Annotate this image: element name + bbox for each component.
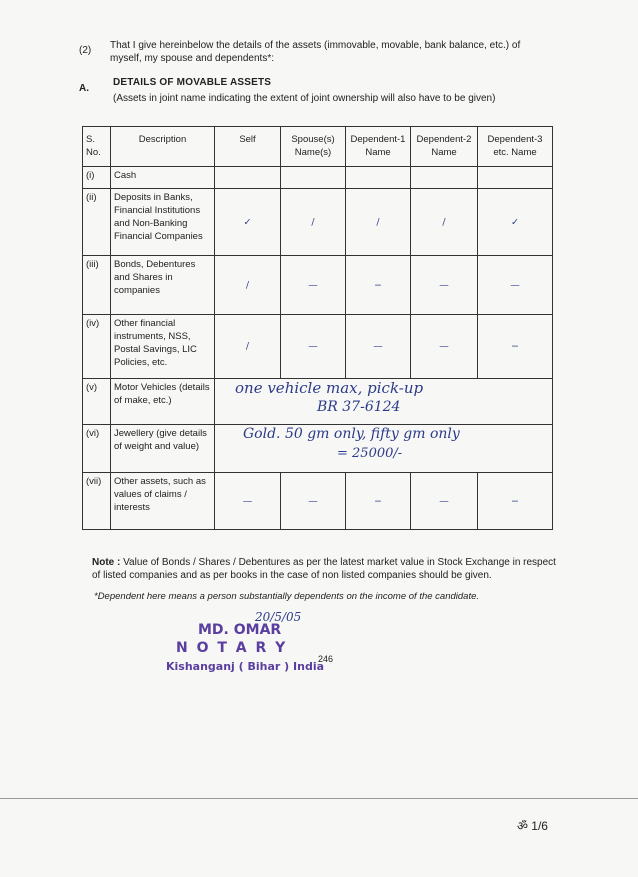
- cell-dependent-2: —: [411, 473, 478, 530]
- table-row: [83, 379, 553, 425]
- section-letter: A.: [79, 83, 89, 94]
- header-dependent-2: Dependent-2 Name: [411, 127, 478, 167]
- section-title: DETAILS OF MOVABLE ASSETS: [113, 77, 272, 88]
- cell-dependent-3: −: [478, 315, 553, 379]
- table-row: [83, 167, 553, 189]
- jewellery-value: = 25000/-: [337, 446, 403, 461]
- row-number: (iii): [83, 256, 111, 315]
- dependent-footnote: *Dependent here means a person substantially dependents on the income of the candidate.: [94, 591, 480, 602]
- cell-dependent-3: [478, 167, 553, 189]
- row-description: Jewellery (give details of weight and value): [111, 425, 215, 473]
- section-intro: That I give hereinbelow the details of the assets (immovable, movable, bank balance, etc.) of myself, my spouse and dependents*:: [110, 40, 521, 64]
- cell-dependent-1: —: [346, 315, 411, 379]
- cell-spouse: —: [281, 473, 346, 530]
- note: [92, 556, 562, 582]
- cell-self: —: [215, 473, 281, 530]
- cell-dependent-1: −: [346, 256, 411, 315]
- page-divider: [0, 798, 638, 799]
- row-number: (vii): [83, 473, 111, 530]
- cell-dependent-3: −: [478, 473, 553, 530]
- jewellery-handwriting: Gold. 50 gm only, fifty gm only: [243, 426, 460, 442]
- table-row: [83, 425, 553, 473]
- section-subtitle: (Assets in joint name indicating the extent of joint ownership will also have to be given): [113, 93, 496, 104]
- row-number: (iv): [83, 315, 111, 379]
- row-description: Bonds, Debentures and Shares in companies: [111, 256, 215, 315]
- notary-name: MD. OMAR: [198, 622, 282, 638]
- movable-assets-table: [82, 126, 553, 530]
- cell-spouse: /: [281, 189, 346, 256]
- table-header-row: [83, 127, 553, 167]
- vehicle-handwriting: one vehicle max, pick-up: [235, 379, 424, 397]
- cell-dependent-1: −: [346, 473, 411, 530]
- table-row: [83, 256, 553, 315]
- note-text: Value of Bonds / Shares / Debentures as per the latest market value in Stock Exchange in respect of listed companies and as per books in the case of non listed companies should be given.: [92, 557, 556, 581]
- cell-dependent-2: /: [411, 189, 478, 256]
- row-number: (ii): [83, 189, 111, 256]
- table-row: [83, 315, 553, 379]
- header-self: Self: [215, 127, 281, 167]
- note-label: Note :: [92, 557, 121, 568]
- header-description: Description: [111, 127, 215, 167]
- cell-self: /: [215, 256, 281, 315]
- notary-registration: 246: [318, 654, 334, 664]
- vehicle-handwritten-cell: [215, 379, 553, 425]
- cell-spouse: —: [281, 256, 346, 315]
- vehicle-registration: BR 37-6124: [317, 399, 401, 415]
- cell-self: /: [215, 315, 281, 379]
- cell-self: [215, 167, 281, 189]
- header-dependent-1: Dependent-1 Name: [346, 127, 411, 167]
- cell-dependent-2: —: [411, 256, 478, 315]
- cell-dependent-3: ✓: [478, 189, 553, 256]
- header-sno: S. No.: [83, 127, 111, 167]
- header-dependent-3: Dependent-3 etc. Name: [478, 127, 553, 167]
- jewellery-handwritten-cell: [215, 425, 553, 473]
- page-number: ॐ 1/6: [517, 819, 548, 833]
- row-number: (i): [83, 167, 111, 189]
- cell-dependent-1: /: [346, 189, 411, 256]
- notary-title: N O T A R Y: [176, 640, 288, 656]
- section-number: (2): [79, 45, 92, 56]
- row-description: Other financial instruments, NSS, Postal Savings, LIC Policies, etc.: [111, 315, 215, 379]
- cell-dependent-1: [346, 167, 411, 189]
- cell-dependent-2: —: [411, 315, 478, 379]
- row-description: Motor Vehicles (details of make, etc.): [111, 379, 215, 425]
- table-row: [83, 189, 553, 256]
- cell-dependent-3: —: [478, 256, 553, 315]
- table-row: [83, 473, 553, 530]
- row-description: Deposits in Banks, Financial Institutions and Non-Banking Financial Companies: [111, 189, 215, 256]
- row-number: (vi): [83, 425, 111, 473]
- row-number: (v): [83, 379, 111, 425]
- header-spouse: Spouse(s) Name(s): [281, 127, 346, 167]
- notary-date: 20/5/05: [255, 610, 302, 624]
- cell-dependent-2: [411, 167, 478, 189]
- cell-spouse: [281, 167, 346, 189]
- notary-place: Kishanganj ( Bihar ) India: [166, 660, 325, 673]
- cell-spouse: —: [281, 315, 346, 379]
- row-description: Other assets, such as values of claims / interests: [111, 473, 215, 530]
- cell-self: ✓: [215, 189, 281, 256]
- row-description: Cash: [111, 167, 215, 189]
